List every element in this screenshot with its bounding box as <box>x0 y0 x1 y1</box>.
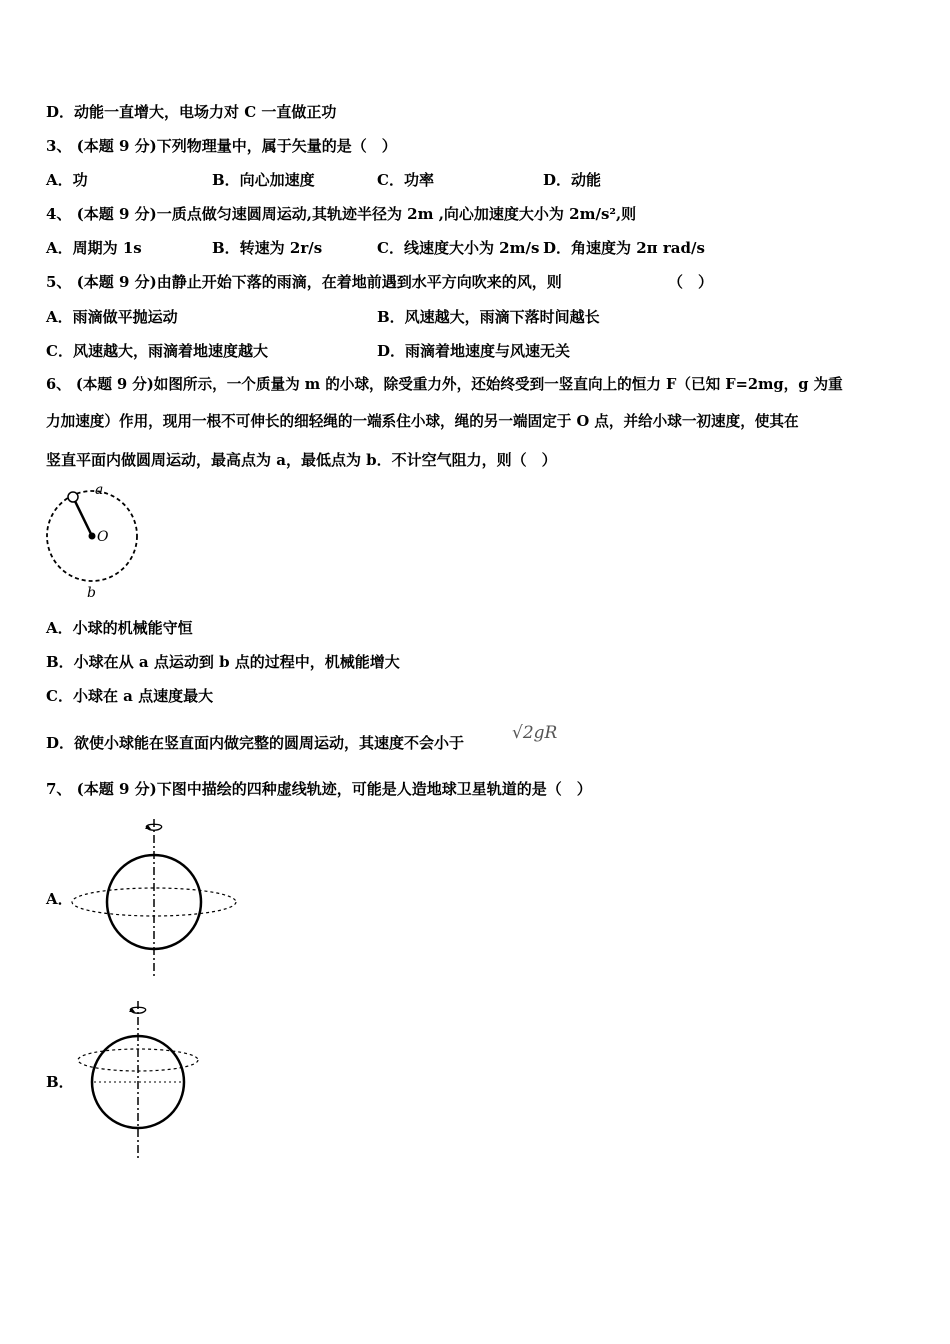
q4-option-a: A．周期为 1s <box>46 239 142 257</box>
q5-stem: 5、 (本题 9 分)由静止开始下落的雨滴，在着地前遇到水平方向吹来的风，则 <box>46 273 562 291</box>
q7-figure-a <box>68 815 248 980</box>
q4-stem: 4、 (本题 9 分)一质点做匀速圆周运动,其轨迹半径为 2m ,向心加速度大小为 2m/s²,则 <box>46 205 637 223</box>
q7-figure-b <box>70 997 210 1162</box>
ball <box>68 492 78 502</box>
label-a: a <box>95 482 104 498</box>
q6-formula-sqrt2gR: √2gR <box>512 723 558 743</box>
string-line <box>73 497 92 536</box>
q3-option-d: D．动能 <box>543 171 602 189</box>
q6-option-d: D．欲使小球能在竖直面内做完整的圆周运动，其速度不会小于 <box>46 734 465 752</box>
q6-stem-line2: 力加速度）作用，现用一根不可伸长的细轻绳的一端系住小球，绳的另一端固定于 O 点，并给小球一初速度，使其在 <box>46 413 799 430</box>
q2-option-d: D．动能一直增大，电场力对 C 一直做正功 <box>46 103 337 121</box>
q3-option-b: B．向心加速度 <box>212 171 315 189</box>
q4-option-b: B．转速为 2r/s <box>212 239 323 257</box>
q5-option-d: D．雨滴着地速度与风速无关 <box>377 342 571 360</box>
label-b: b <box>87 585 96 601</box>
pivot-point <box>89 533 96 540</box>
q5-option-a: A．雨滴做平抛运动 <box>46 308 178 326</box>
q5-option-b: B．风速越大，雨滴下落时间越长 <box>377 308 600 326</box>
q6-option-a: A．小球的机械能守恒 <box>46 619 193 637</box>
q7-option-a-label: A． <box>46 890 73 908</box>
q6-option-b: B．小球在从 a 点运动到 b 点的过程中，机械能增大 <box>46 653 400 671</box>
q6-option-c: C．小球在 a 点速度最大 <box>46 687 214 705</box>
q5-option-c: C．风速越大，雨滴着地速度越大 <box>46 342 268 360</box>
q5-paren: （ ） <box>668 273 714 291</box>
q4-option-d: D．角速度为 2π rad/s <box>543 239 705 257</box>
q7-stem: 7、 (本题 9 分)下图中描绘的四种虚线轨迹，可能是人造地球卫星轨道的是（ ） <box>46 780 592 798</box>
q6-stem-line1: 6、 (本题 9 分)如图所示，一个质量为 m 的小球，除受重力外，还始终受到一竖直向上的恒力 F（已知 F=2mg，g 为重 <box>46 376 843 393</box>
q6-stem-line3: 竖直平面内做圆周运动，最高点为 a，最低点为 b．不计空气阻力，则（ ） <box>46 451 557 469</box>
q4-option-c: C．线速度大小为 2m/s <box>377 239 540 257</box>
q3-option-c: C．功率 <box>377 171 434 189</box>
q3-option-a: A．功 <box>46 171 88 189</box>
q7-option-b-label: B． <box>46 1073 74 1091</box>
q3-stem: 3、 (本题 9 分)下列物理量中，属于矢量的是（ ） <box>46 137 397 155</box>
q6-circle-figure <box>40 480 160 605</box>
label-o: O <box>97 529 109 545</box>
